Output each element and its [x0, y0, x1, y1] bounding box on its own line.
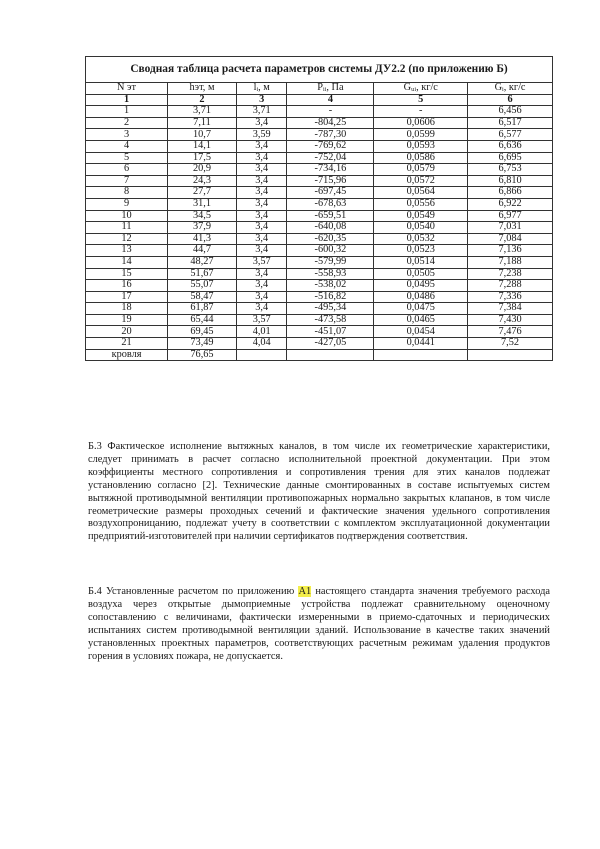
cell-floor: 8 — [86, 187, 168, 199]
cell-pressure: -495,34 — [287, 303, 374, 315]
cell-leak-flow: 0,0514 — [374, 256, 468, 268]
cell-height: 55,07 — [168, 280, 237, 292]
cell-height: 34,5 — [168, 210, 237, 222]
cell-flow: 7,336 — [468, 291, 553, 303]
cell-pressure: -600,32 — [287, 245, 374, 257]
cell-length: 3,4 — [236, 303, 287, 315]
cell-floor: 17 — [86, 291, 168, 303]
cell-leak-flow: 0,0564 — [374, 187, 468, 199]
table-row — [86, 280, 553, 292]
cell-flow: 7,031 — [468, 222, 553, 234]
cell-floor: 9 — [86, 198, 168, 210]
cell-flow: 6,456 — [468, 106, 553, 118]
cell-flow: 6,695 — [468, 152, 553, 164]
cell-flow: 6,517 — [468, 117, 553, 129]
cell-leak-flow: 0,0505 — [374, 268, 468, 280]
cell-flow: 7,476 — [468, 326, 553, 338]
cell-floor: 1 — [86, 106, 168, 118]
cell-height: 51,67 — [168, 268, 237, 280]
cell-leak-flow: 0,0486 — [374, 291, 468, 303]
cell-pressure — [287, 349, 374, 361]
column-number-row — [86, 94, 553, 106]
cell-length: 3,4 — [236, 210, 287, 222]
cell-length: 4,01 — [236, 326, 287, 338]
cell-pressure: -659,51 — [287, 210, 374, 222]
table-body — [86, 106, 553, 361]
cell-length: 3,4 — [236, 175, 287, 187]
cell-floor: 10 — [86, 210, 168, 222]
table-row — [86, 222, 553, 234]
cell-leak-flow: 0,0593 — [374, 140, 468, 152]
cell-height: 65,44 — [168, 314, 237, 326]
cell-flow: 6,753 — [468, 164, 553, 176]
table-row — [86, 314, 553, 326]
table-row — [86, 140, 553, 152]
cell-height: 31,1 — [168, 198, 237, 210]
cell-length: 3,4 — [236, 164, 287, 176]
cell-height: 48,27 — [168, 256, 237, 268]
cell-pressure: -769,62 — [287, 140, 374, 152]
cell-floor: 5 — [86, 152, 168, 164]
cell-flow: 6,636 — [468, 140, 553, 152]
header-flow: Gᵢ, кг/с — [468, 83, 553, 95]
cell-flow: 7,084 — [468, 233, 553, 245]
table-row — [86, 198, 553, 210]
table-row — [86, 291, 553, 303]
cell-length: 3,4 — [236, 280, 287, 292]
cell-flow: 7,52 — [468, 338, 553, 350]
table-title-row — [86, 57, 553, 83]
cell-height: 58,47 — [168, 291, 237, 303]
table-row — [86, 129, 553, 141]
cell-length: 3,4 — [236, 140, 287, 152]
table-row — [86, 187, 553, 199]
column-number: 2 — [168, 94, 237, 106]
cell-flow: 6,577 — [468, 129, 553, 141]
header-leak-flow: Gᵤᵢ, кг/с — [374, 83, 468, 95]
cell-length: 4,04 — [236, 338, 287, 350]
cell-length: 3,4 — [236, 233, 287, 245]
cell-floor: 11 — [86, 222, 168, 234]
cell-pressure: -787,30 — [287, 129, 374, 141]
cell-length: 3,4 — [236, 117, 287, 129]
table-row — [86, 152, 553, 164]
cell-pressure: -804,25 — [287, 117, 374, 129]
cell-height: 10,7 — [168, 129, 237, 141]
table-row — [86, 268, 553, 280]
table-row — [86, 338, 553, 350]
cell-length: 3,4 — [236, 152, 287, 164]
table-row — [86, 106, 553, 118]
cell-flow — [468, 349, 553, 361]
cell-flow: 6,866 — [468, 187, 553, 199]
cell-pressure: -427,05 — [287, 338, 374, 350]
cell-height: 7,11 — [168, 117, 237, 129]
cell-length: 3,57 — [236, 256, 287, 268]
cell-leak-flow: - — [374, 106, 468, 118]
cell-floor: 12 — [86, 233, 168, 245]
cell-leak-flow: 0,0549 — [374, 210, 468, 222]
cell-floor: 6 — [86, 164, 168, 176]
cell-leak-flow: 0,0606 — [374, 117, 468, 129]
cell-height: 69,45 — [168, 326, 237, 338]
cell-leak-flow: 0,0441 — [374, 338, 468, 350]
table-row — [86, 233, 553, 245]
cell-height: 24,3 — [168, 175, 237, 187]
cell-leak-flow: 0,0532 — [374, 233, 468, 245]
highlighted-reference: А1 — [298, 586, 312, 597]
cell-pressure: -451,07 — [287, 326, 374, 338]
table-title: Сводная таблица расчета параметров системы ДУ2.2 (по приложению Б) — [86, 57, 553, 83]
header-pressure: Pᵢᵢ, Па — [287, 83, 374, 95]
cell-floor: 20 — [86, 326, 168, 338]
cell-height: 37,9 — [168, 222, 237, 234]
table-row — [86, 117, 553, 129]
cell-leak-flow: 0,0475 — [374, 303, 468, 315]
cell-floor: 4 — [86, 140, 168, 152]
cell-pressure: -752,04 — [287, 152, 374, 164]
cell-height: 27,7 — [168, 187, 237, 199]
cell-floor: 3 — [86, 129, 168, 141]
cell-leak-flow: 0,0465 — [374, 314, 468, 326]
summary-table — [85, 56, 553, 361]
cell-leak-flow — [374, 349, 468, 361]
table-row — [86, 303, 553, 315]
cell-height: 20,9 — [168, 164, 237, 176]
cell-leak-flow: 0,0579 — [374, 164, 468, 176]
cell-leak-flow: 0,0586 — [374, 152, 468, 164]
cell-height: 44,7 — [168, 245, 237, 257]
cell-leak-flow: 0,0540 — [374, 222, 468, 234]
cell-flow: 7,188 — [468, 256, 553, 268]
cell-pressure: -734,16 — [287, 164, 374, 176]
cell-height: 14,1 — [168, 140, 237, 152]
cell-pressure: -473,58 — [287, 314, 374, 326]
cell-leak-flow: 0,0495 — [374, 280, 468, 292]
cell-leak-flow: 0,0599 — [374, 129, 468, 141]
cell-floor: 19 — [86, 314, 168, 326]
cell-leak-flow: 0,0556 — [374, 198, 468, 210]
cell-flow: 7,288 — [468, 280, 553, 292]
column-number: 6 — [468, 94, 553, 106]
table-row — [86, 164, 553, 176]
cell-pressure: -516,82 — [287, 291, 374, 303]
cell-length — [236, 349, 287, 361]
cell-length: 3,57 — [236, 314, 287, 326]
cell-height: 41,3 — [168, 233, 237, 245]
column-number: 1 — [86, 94, 168, 106]
cell-floor: 13 — [86, 245, 168, 257]
paragraph-b4-end: настоящего стандарта значения требуемого расхода воздуха через открытые дымоприемные устройства подлежат сравнительному оценочному сопоставлению с величинами, фактически измеренными в приемо-сдаточных и периодических испытаниях систем противодымной вентиляции зданий. Использование в качестве таких значений установленных проектных параметров, соответствующих расчетным режимам удаления продуктов горения в условиях пожара, не допускается. — [88, 586, 550, 662]
cell-floor: кровля — [86, 349, 168, 361]
cell-pressure: - — [287, 106, 374, 118]
table-row — [86, 349, 553, 361]
table-header-row — [86, 83, 553, 95]
cell-height: 17,5 — [168, 152, 237, 164]
paragraph-b3: Б.3 Фактическое исполнение вытяжных каналов, в том числе их геометрические характеристики, следует принимать в расчет согласно исполнительной проектной документации. При этом коэффициенты местного сопротивления и сопротивления трения для этих каналов подлежат установлению согласно [2]. Технические данные смонтированных в составе испытуемых систем вытяжной противодымной вентиляции противопожарных нормально закрытых клапанов, в том числе геометрические размеры проходных сечений и фактические значения удельного сопротивления воздухопроницанию, подлежат учету в соответствии с комплектом эксплуатационной документации предприятий-изготовителей при наличии сертификатов подтверждения соответствия. — [88, 441, 550, 543]
cell-pressure: -678,63 — [287, 198, 374, 210]
table-row — [86, 256, 553, 268]
table-row — [86, 175, 553, 187]
cell-height: 73,49 — [168, 338, 237, 350]
cell-leak-flow: 0,0523 — [374, 245, 468, 257]
cell-floor: 2 — [86, 117, 168, 129]
cell-pressure: -579,99 — [287, 256, 374, 268]
column-number: 5 — [374, 94, 468, 106]
cell-floor: 7 — [86, 175, 168, 187]
cell-length: 3,4 — [236, 187, 287, 199]
cell-height: 76,65 — [168, 349, 237, 361]
header-height: hэт, м — [168, 83, 237, 95]
cell-flow: 6,922 — [468, 198, 553, 210]
cell-flow: 7,136 — [468, 245, 553, 257]
cell-flow: 7,238 — [468, 268, 553, 280]
header-length: lᵢ, м — [236, 83, 287, 95]
cell-pressure: -620,35 — [287, 233, 374, 245]
cell-flow: 6,977 — [468, 210, 553, 222]
cell-length: 3,71 — [236, 106, 287, 118]
cell-length: 3,59 — [236, 129, 287, 141]
cell-pressure: -640,08 — [287, 222, 374, 234]
column-number: 4 — [287, 94, 374, 106]
cell-leak-flow: 0,0572 — [374, 175, 468, 187]
cell-pressure: -538,02 — [287, 280, 374, 292]
cell-flow: 6,810 — [468, 175, 553, 187]
cell-length: 3,4 — [236, 198, 287, 210]
cell-floor: 14 — [86, 256, 168, 268]
cell-pressure: -697,45 — [287, 187, 374, 199]
cell-floor: 15 — [86, 268, 168, 280]
cell-floor: 18 — [86, 303, 168, 315]
cell-height: 61,87 — [168, 303, 237, 315]
table-row — [86, 326, 553, 338]
cell-pressure: -715,96 — [287, 175, 374, 187]
paragraph-b4 — [88, 586, 550, 663]
cell-length: 3,4 — [236, 245, 287, 257]
cell-floor: 16 — [86, 280, 168, 292]
table-row — [86, 210, 553, 222]
cell-length: 3,4 — [236, 222, 287, 234]
paragraph-b4-start: Б.4 Установленные расчетом по приложению — [88, 586, 299, 597]
cell-flow: 7,384 — [468, 303, 553, 315]
cell-pressure: -558,93 — [287, 268, 374, 280]
column-number: 3 — [236, 94, 287, 106]
cell-height: 3,71 — [168, 106, 237, 118]
header-floor: N эт — [86, 83, 168, 95]
cell-leak-flow: 0,0454 — [374, 326, 468, 338]
cell-floor: 21 — [86, 338, 168, 350]
cell-length: 3,4 — [236, 291, 287, 303]
table-row — [86, 245, 553, 257]
cell-length: 3,4 — [236, 268, 287, 280]
cell-flow: 7,430 — [468, 314, 553, 326]
